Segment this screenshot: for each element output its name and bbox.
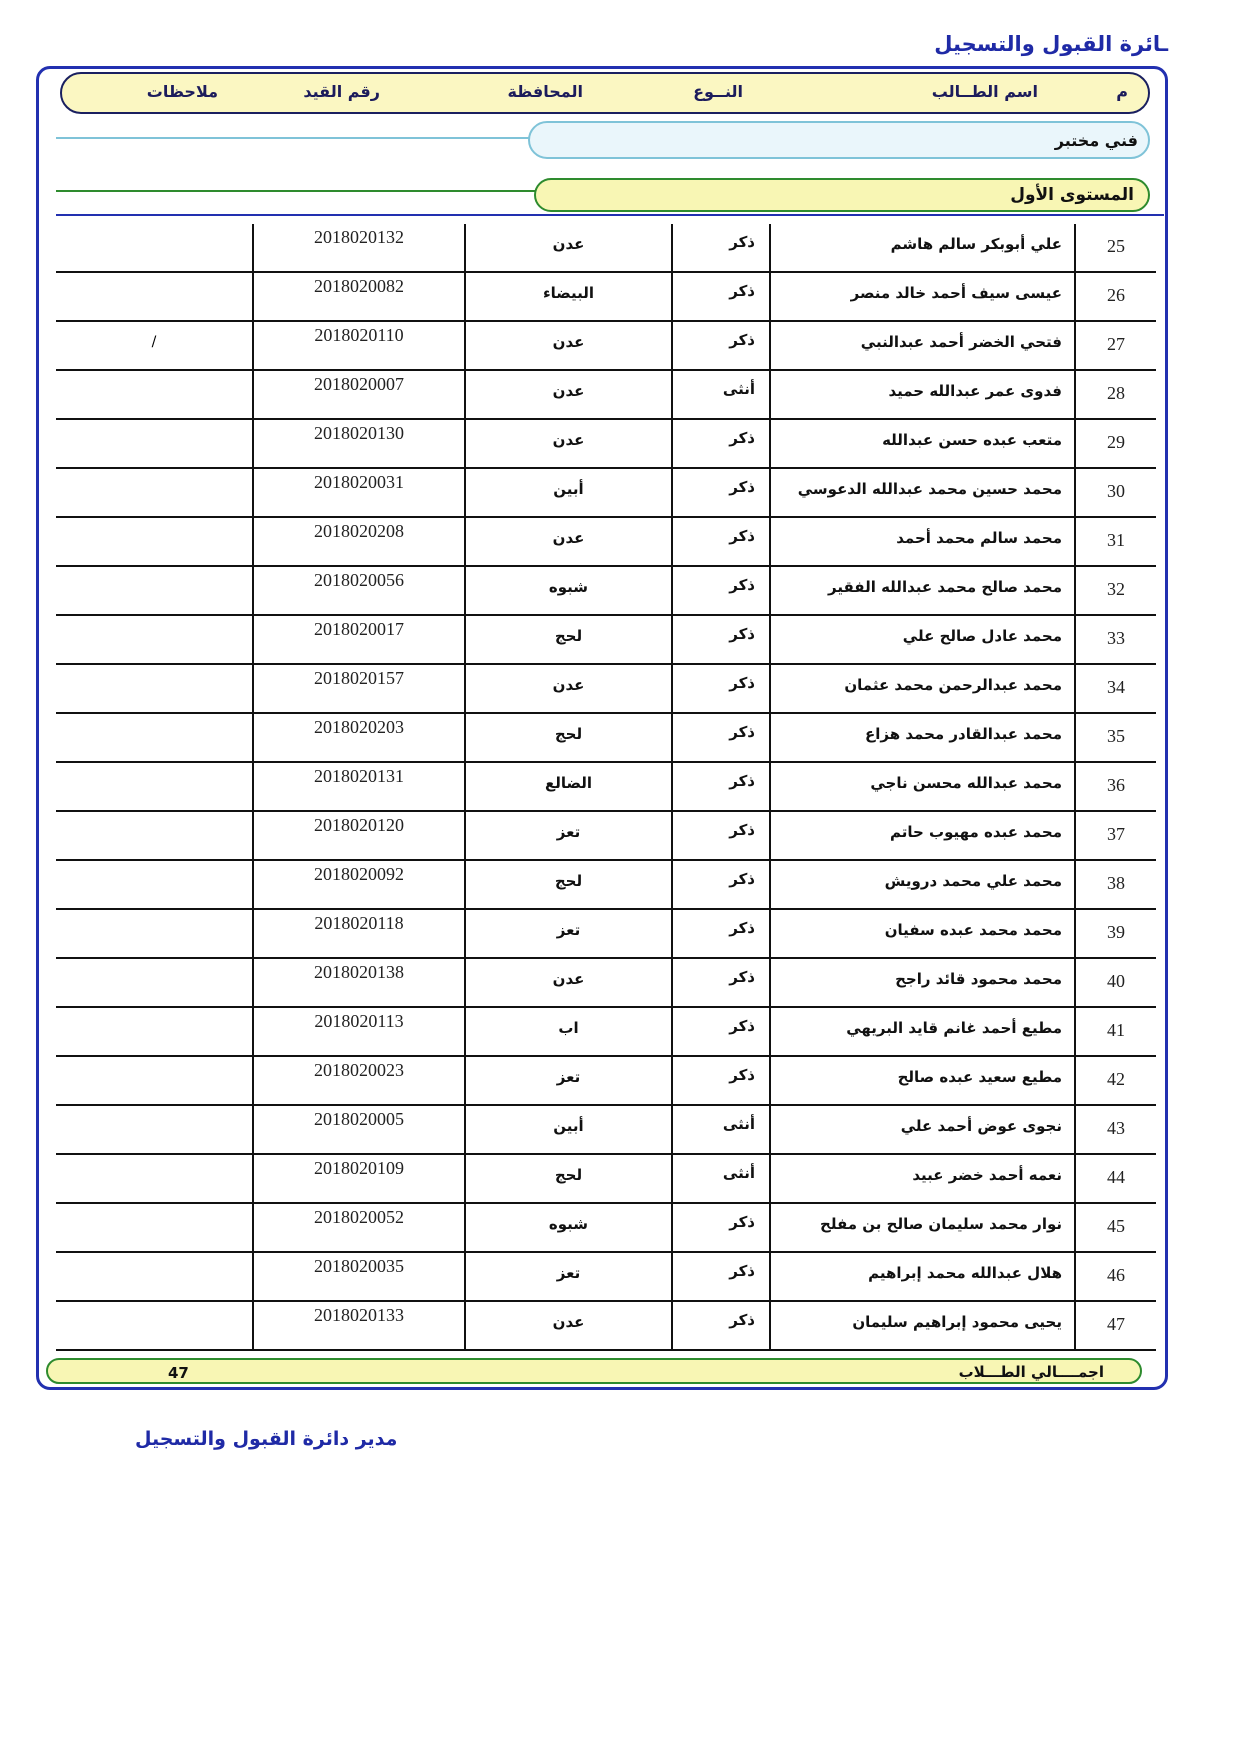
table-row xyxy=(56,1106,1156,1155)
student-notes: / xyxy=(56,322,254,369)
table-row xyxy=(56,1057,1156,1106)
table-row xyxy=(56,273,1156,322)
row-number: 43 xyxy=(1107,1118,1125,1138)
table-row xyxy=(56,1155,1156,1204)
row-number: 37 xyxy=(1107,824,1125,844)
students-table xyxy=(56,224,1156,1351)
registration-number: 2018020132 xyxy=(254,224,466,271)
table-row xyxy=(56,1253,1156,1302)
student-gender: ذكر xyxy=(673,567,771,614)
row-number: 32 xyxy=(1107,579,1125,599)
row-number: 40 xyxy=(1107,971,1125,991)
student-name: محمد علي محمد درويش xyxy=(771,861,1076,908)
registration-number: 2018020133 xyxy=(254,1302,466,1349)
student-governorate: لحج xyxy=(466,616,673,663)
student-gender: ذكر xyxy=(673,665,771,712)
student-notes xyxy=(56,1106,254,1153)
student-gender: ذكر xyxy=(673,420,771,467)
registration-number: 2018020138 xyxy=(254,959,466,1006)
student-notes xyxy=(56,861,254,908)
student-notes xyxy=(56,1204,254,1251)
page-title: ـائرة القبول والتسجيل xyxy=(934,32,1168,56)
registration-number: 2018020092 xyxy=(254,861,466,908)
student-name: فدوى عمر عبدالله حميد xyxy=(771,371,1076,418)
student-gender: أنثى xyxy=(673,371,771,418)
registration-number: 2018020110 xyxy=(254,322,466,369)
registration-number: 2018020118 xyxy=(254,910,466,957)
student-governorate: شبوه xyxy=(466,567,673,614)
student-notes xyxy=(56,273,254,320)
table-row xyxy=(56,1204,1156,1253)
header-governorate: المحافظة xyxy=(507,82,583,101)
table-row xyxy=(56,518,1156,567)
student-gender: ذكر xyxy=(673,469,771,516)
header-gender: النــوع xyxy=(693,82,743,101)
student-gender: ذكر xyxy=(673,616,771,663)
student-name: محمد سالم محمد أحمد xyxy=(771,518,1076,565)
row-number: 30 xyxy=(1107,481,1125,501)
row-number: 44 xyxy=(1107,1167,1125,1187)
student-governorate: عدن xyxy=(466,420,673,467)
student-name: محمد حسين محمد عبدالله الدعوسي xyxy=(771,469,1076,516)
registration-number: 2018020007 xyxy=(254,371,466,418)
table-row xyxy=(56,714,1156,763)
student-governorate: عدن xyxy=(466,371,673,418)
student-name: نجوى عوض أحمد علي xyxy=(771,1106,1076,1153)
student-gender: ذكر xyxy=(673,812,771,859)
total-banner xyxy=(46,1358,1142,1384)
student-gender: أنثى xyxy=(673,1155,771,1202)
table-row xyxy=(56,322,1156,371)
student-name: محمد عادل صالح علي xyxy=(771,616,1076,663)
student-name: عيسى سيف أحمد خالد منصر xyxy=(771,273,1076,320)
table-row xyxy=(56,959,1156,1008)
row-number: 33 xyxy=(1107,628,1125,648)
table-row xyxy=(56,420,1156,469)
row-number: 31 xyxy=(1107,530,1125,550)
registration-number: 2018020005 xyxy=(254,1106,466,1153)
student-notes xyxy=(56,763,254,810)
student-name: هلال عبدالله محمد إبراهيم xyxy=(771,1253,1076,1300)
level-label: المستوى الأول xyxy=(1010,185,1134,205)
student-gender: ذكر xyxy=(673,1253,771,1300)
registration-number: 2018020109 xyxy=(254,1155,466,1202)
student-governorate: البيضاء xyxy=(466,273,673,320)
student-name: مطيع سعيد عبده صالح xyxy=(771,1057,1076,1104)
row-number: 42 xyxy=(1107,1069,1125,1089)
row-number: 45 xyxy=(1107,1216,1125,1236)
student-governorate: لحج xyxy=(466,714,673,761)
table-row xyxy=(56,567,1156,616)
registration-number: 2018020035 xyxy=(254,1253,466,1300)
row-number: 27 xyxy=(1107,334,1125,354)
table-row xyxy=(56,469,1156,518)
student-gender: ذكر xyxy=(673,224,771,271)
table-row xyxy=(56,371,1156,420)
student-governorate: أبين xyxy=(466,1106,673,1153)
student-name: محمد عبدالقادر محمد هزاع xyxy=(771,714,1076,761)
student-gender: ذكر xyxy=(673,763,771,810)
level-divider xyxy=(56,190,536,192)
student-name: نعمه أحمد خضر عبيد xyxy=(771,1155,1076,1202)
student-governorate: لحج xyxy=(466,861,673,908)
student-name: متعب عبده حسن عبدالله xyxy=(771,420,1076,467)
table-row xyxy=(56,763,1156,812)
student-name: يحيى محمود إبراهيم سليمان xyxy=(771,1302,1076,1349)
student-governorate: عدن xyxy=(466,665,673,712)
header-name: اسم الطــالب xyxy=(931,82,1038,101)
student-name: مطيع أحمد غانم قايد البريهي xyxy=(771,1008,1076,1055)
student-notes xyxy=(56,665,254,712)
student-governorate: شبوه xyxy=(466,1204,673,1251)
student-notes xyxy=(56,959,254,1006)
student-gender: أنثى xyxy=(673,1106,771,1153)
program-banner xyxy=(528,121,1150,159)
student-governorate: عدن xyxy=(466,322,673,369)
program-label: فني مختبر xyxy=(1054,131,1138,150)
student-governorate: تعز xyxy=(466,1253,673,1300)
student-notes xyxy=(56,224,254,271)
student-name: نوار محمد سليمان صالح بن مفلح xyxy=(771,1204,1076,1251)
student-name: محمد عبدالله محسن ناجي xyxy=(771,763,1076,810)
student-gender: ذكر xyxy=(673,714,771,761)
header-num: م xyxy=(1116,82,1128,101)
student-gender: ذكر xyxy=(673,1057,771,1104)
table-row xyxy=(56,812,1156,861)
student-name: محمد عبدالرحمن محمد عثمان xyxy=(771,665,1076,712)
student-gender: ذكر xyxy=(673,1204,771,1251)
registration-number: 2018020203 xyxy=(254,714,466,761)
student-notes xyxy=(56,1008,254,1055)
table-row xyxy=(56,1008,1156,1057)
row-number: 29 xyxy=(1107,432,1125,452)
row-number: 36 xyxy=(1107,775,1125,795)
registration-number: 2018020157 xyxy=(254,665,466,712)
student-gender: ذكر xyxy=(673,1302,771,1349)
student-name: علي أبوبكر سالم هاشم xyxy=(771,224,1076,271)
student-name: فتحي الخضر أحمد عبدالنبي xyxy=(771,322,1076,369)
level-banner xyxy=(534,178,1150,212)
student-governorate: عدن xyxy=(466,224,673,271)
row-number: 34 xyxy=(1107,677,1125,697)
registration-number: 2018020017 xyxy=(254,616,466,663)
student-gender: ذكر xyxy=(673,518,771,565)
registration-number: 2018020113 xyxy=(254,1008,466,1055)
registration-number: 2018020120 xyxy=(254,812,466,859)
student-notes xyxy=(56,910,254,957)
student-gender: ذكر xyxy=(673,910,771,957)
registration-number: 2018020023 xyxy=(254,1057,466,1104)
program-divider xyxy=(56,137,536,139)
registration-number: 2018020031 xyxy=(254,469,466,516)
row-number: 25 xyxy=(1107,236,1125,256)
row-number: 38 xyxy=(1107,873,1125,893)
registration-number: 2018020052 xyxy=(254,1204,466,1251)
student-name: محمد صالح محمد عبدالله الفقير xyxy=(771,567,1076,614)
student-notes xyxy=(56,469,254,516)
table-row xyxy=(56,861,1156,910)
registration-number: 2018020208 xyxy=(254,518,466,565)
student-governorate: اب xyxy=(466,1008,673,1055)
signature-line: مدير دائرة القبول والتسجيل xyxy=(135,1428,398,1450)
table-header xyxy=(60,72,1150,114)
student-notes xyxy=(56,420,254,467)
student-gender: ذكر xyxy=(673,861,771,908)
student-governorate: الضالع xyxy=(466,763,673,810)
student-notes xyxy=(56,1155,254,1202)
table-row xyxy=(56,910,1156,959)
student-notes xyxy=(56,1302,254,1349)
student-governorate: تعز xyxy=(466,1057,673,1104)
row-number: 35 xyxy=(1107,726,1125,746)
registration-number: 2018020131 xyxy=(254,763,466,810)
student-notes xyxy=(56,518,254,565)
table-top-rule xyxy=(56,214,1164,216)
student-name: محمد محمد عبده سفيان xyxy=(771,910,1076,957)
row-number: 41 xyxy=(1107,1020,1125,1040)
registration-number: 2018020056 xyxy=(254,567,466,614)
table-row xyxy=(56,665,1156,714)
student-notes xyxy=(56,567,254,614)
table-row xyxy=(56,224,1156,273)
student-notes xyxy=(56,1057,254,1104)
student-governorate: أبين xyxy=(466,469,673,516)
table-row xyxy=(56,1302,1156,1351)
student-gender: ذكر xyxy=(673,1008,771,1055)
row-number: 39 xyxy=(1107,922,1125,942)
registration-number: 2018020130 xyxy=(254,420,466,467)
student-gender: ذكر xyxy=(673,273,771,320)
row-number: 46 xyxy=(1107,1265,1125,1285)
registration-number: 2018020082 xyxy=(254,273,466,320)
student-governorate: لحج xyxy=(466,1155,673,1202)
student-notes xyxy=(56,371,254,418)
student-notes xyxy=(56,616,254,663)
student-name: محمد عبده مهيوب حاتم xyxy=(771,812,1076,859)
header-registration: رقم القيد xyxy=(303,82,380,101)
student-governorate: عدن xyxy=(466,1302,673,1349)
student-notes xyxy=(56,812,254,859)
row-number: 47 xyxy=(1107,1314,1125,1334)
header-notes: ملاحظات xyxy=(146,82,218,101)
student-governorate: عدن xyxy=(466,518,673,565)
table-row xyxy=(56,616,1156,665)
student-gender: ذكر xyxy=(673,322,771,369)
student-notes xyxy=(56,714,254,761)
row-number: 26 xyxy=(1107,285,1125,305)
total-label: اجمــــالي الطـــلاب xyxy=(958,1363,1104,1381)
student-governorate: عدن xyxy=(466,959,673,1006)
student-governorate: تعز xyxy=(466,812,673,859)
student-notes xyxy=(56,1253,254,1300)
student-gender: ذكر xyxy=(673,959,771,1006)
row-number: 28 xyxy=(1107,383,1125,403)
student-name: محمد محمود قائد راجح xyxy=(771,959,1076,1006)
total-value: 47 xyxy=(168,1364,189,1382)
student-governorate: تعز xyxy=(466,910,673,957)
